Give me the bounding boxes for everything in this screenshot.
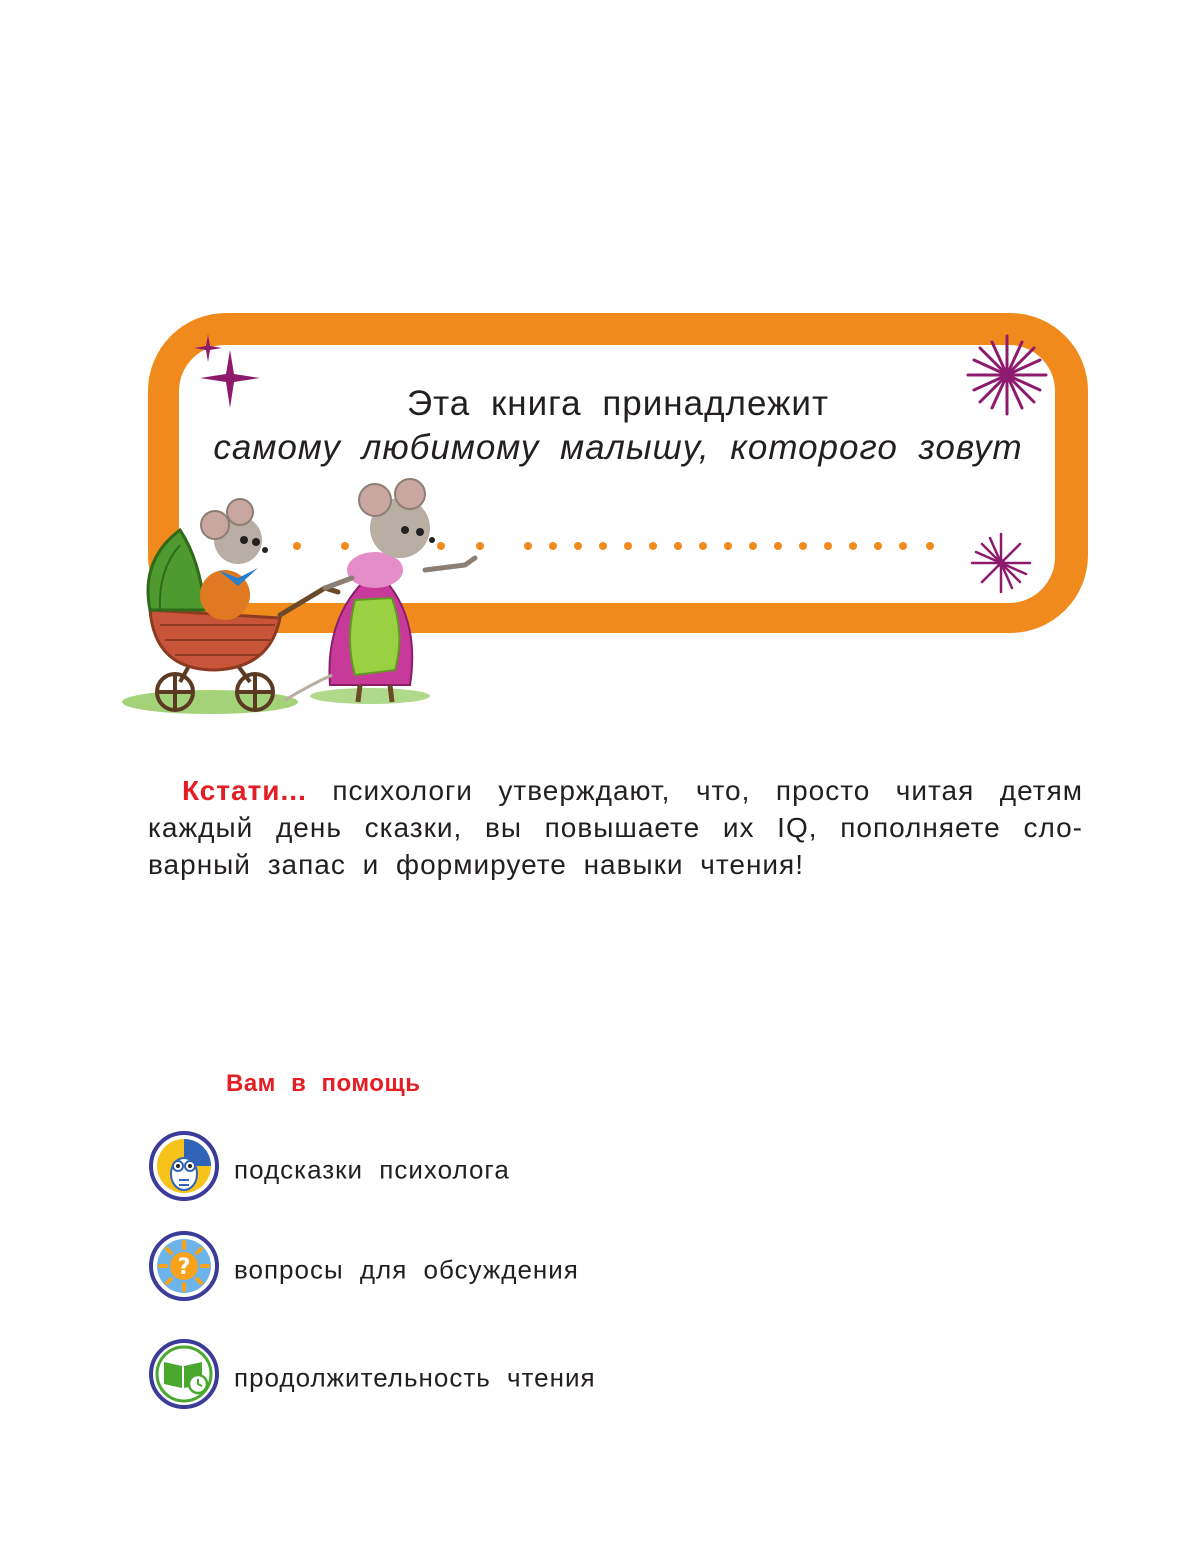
- fact-text: психологи утверждают, что, просто читая детям каждый день сказки, вы повышаете их IQ, пополняете сло-варный запас и формируете навыки чтения!: [148, 775, 1083, 880]
- owl-icon: [148, 1130, 220, 1202]
- legend-item-reading-time: [148, 1338, 848, 1418]
- bookplate-title: Эта книга принадлежит: [406, 384, 830, 423]
- book-clock-icon: [148, 1338, 220, 1410]
- fact-paragraph: [148, 772, 1083, 883]
- fact-lead: Кстати...: [182, 775, 307, 806]
- legend-label: продолжительность чтения: [234, 1362, 596, 1393]
- legend-label: подсказки психолога: [234, 1154, 510, 1185]
- svg-text:?: ?: [177, 1255, 191, 1280]
- bookplate-subtitle: самому любимому малышу, которого зовут: [213, 428, 1023, 467]
- question-sun-icon: [148, 1230, 220, 1302]
- legend-item-psychologist-tips: [148, 1130, 848, 1210]
- mice-with-stroller-illustration: [120, 470, 490, 720]
- starburst-small-icon: [968, 530, 1034, 596]
- legend-item-discussion-questions: [148, 1230, 848, 1310]
- help-title: Вам в помощь: [226, 1070, 421, 1097]
- legend-label: вопросы для обсуждения: [234, 1254, 579, 1285]
